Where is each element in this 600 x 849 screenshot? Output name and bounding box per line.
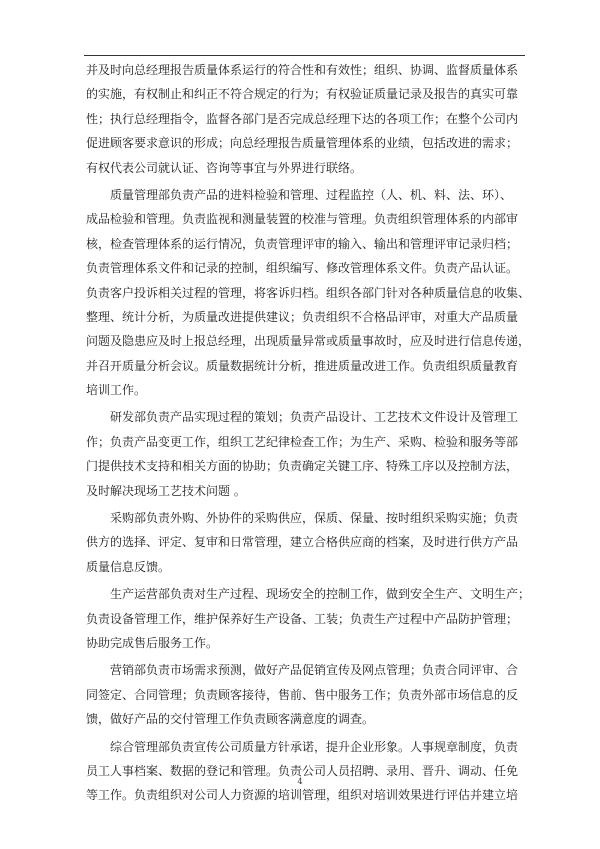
text-line: 研发部负责产品实现过程的策划；负责产品设计、工艺技术文件设计及管理工 bbox=[86, 410, 519, 425]
text-line: 性；执行总经理指令，监督各部门是否完成总经理下达的各项工作；在整个公司内 bbox=[86, 111, 519, 126]
text-line: 并召开质量分析会议。质量数据统计分析，推进质量改进工作。负责组织质量教育 bbox=[86, 358, 519, 373]
text-line: 负责设备管理工作，维护保养好生产设备、工装；负责生产过程中产品防护管理； bbox=[86, 611, 519, 626]
paragraph-rd-dept bbox=[86, 405, 526, 503]
paragraph-production-dept bbox=[86, 582, 531, 655]
text-line: 供方的选择、评定、复审和日常管理，建立合格供应商的档案，及时进行供方产品 bbox=[86, 535, 519, 550]
paragraph-quality-dept bbox=[86, 183, 531, 403]
text-line: 整理、统计分析，为质量改进提供建议；负责组织不合格品评审，对重大产品质量 bbox=[86, 309, 519, 324]
body-text bbox=[86, 58, 531, 808]
text-line: 门提供技术支持和相关方面的协助；负责确定关键工序、特殊工序以及控制方法， bbox=[86, 459, 519, 474]
paragraph-sales-dept bbox=[86, 658, 526, 731]
text-line: 促进顾客要求意识的形成；向总经理报告质量管理体系的业绩，包括改进的需求； bbox=[86, 136, 519, 151]
paragraph-purchasing-dept bbox=[86, 506, 526, 579]
text-line: 生产运营部负责对生产过程、现场安全的控制工作，做到安全生产、文明生产； bbox=[86, 587, 531, 602]
text-line: 并及时向总经理报告质量体系运行的符合性和有效性；组织、协调、监督质量体系 bbox=[86, 63, 519, 77]
text-line: 负责客户投诉相关过程的管理，将客诉归档。组织各部门针对各种质量信息的收集、 bbox=[86, 285, 531, 300]
text-line: 有权代表公司就认证、咨询等事宜与外界进行联络。 bbox=[86, 160, 363, 175]
text-line: 负责管理体系文件和记录的控制，组织编写、修改管理体系文件。负责产品认证。 bbox=[86, 261, 519, 276]
text-line: 营销部负责市场需求预测，做好产品促销宣传及网点管理；负责合同评审、合 bbox=[86, 663, 519, 678]
text-line: 培训工作。 bbox=[86, 383, 147, 398]
text-line: 问题及隐患应及时上报总经理，出现质量异常或质量事故时，应及时进行信息传递， bbox=[86, 334, 531, 349]
text-line: 馈，做好产品的交付管理工作负责顾客满意度的调查。 bbox=[86, 712, 375, 727]
text-line: 的实施，有权制止和纠正不符合规定的行为；有权验证质量记录及报告的真实可靠 bbox=[86, 87, 519, 102]
text-line: 及时解决现场工艺技术问题 。 bbox=[86, 483, 246, 498]
page-number: 4 bbox=[297, 777, 303, 786]
text-line: 同签定、合同管理；负责顾客接待，售前、售中服务工作；负责外部市场信息的反 bbox=[86, 687, 519, 702]
text-line: 等工作。负责组织对公司人力资源的培训管理，组织对培训效果进行评估并建立培 bbox=[86, 788, 519, 803]
text-line: 核，检查管理体系的运行情况，负责管理评审的输入、输出和管理评审记录归档； bbox=[86, 236, 519, 251]
header-rule bbox=[84, 55, 525, 56]
text-line: 质量信息反馈。 bbox=[86, 559, 171, 574]
text-line: 质量管理部负责产品的进料检验和管理、过程监控（人、机、料、法、环）、 bbox=[86, 187, 513, 202]
text-line: 员工人事档案、数据的登记和管理。负责公司人员招聘、录用、晋升、调动、任免 bbox=[86, 763, 519, 778]
text-line: 综合管理部负责宣传公司质量方针承诺，提升企业形象。人事规章制度，负责 bbox=[86, 739, 519, 754]
text-line: 成品检验和管理。负责监视和测量装置的校准与管理。负责组织管理体系的内部审 bbox=[86, 212, 519, 227]
paragraph-admin-dept bbox=[86, 735, 526, 808]
text-line: 采购部负责外购、外协件的采购供应，保质、保量、按时组织采购实施；负责 bbox=[86, 511, 519, 526]
text-line: 作；负责产品变更工作，组织工艺纪律检查工作；为生产、采购、检验和服务等部 bbox=[86, 434, 519, 449]
text-line: 协助完成售后服务工作。 bbox=[86, 635, 219, 650]
paragraph-management-rep bbox=[86, 58, 526, 180]
